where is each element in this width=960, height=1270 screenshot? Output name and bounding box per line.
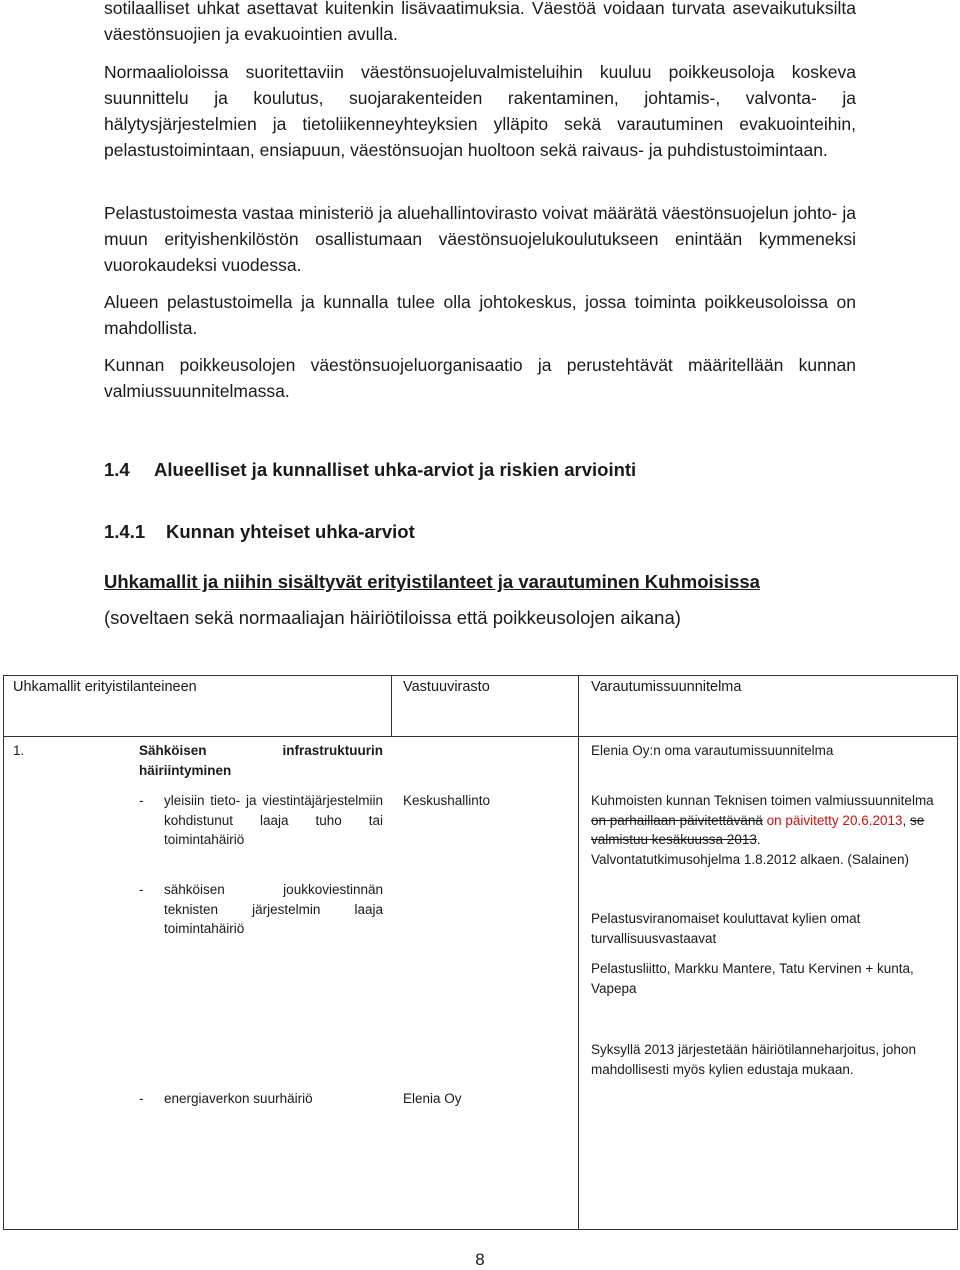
table-header-threat: Uhkamallit erityistilanteineen <box>13 679 197 695</box>
plan-pelastusliitto: Pelastusliitto, Markku Mantere, Tatu Kervinen + kunta, Vapepa <box>591 961 914 996</box>
table-col3-vline <box>578 676 579 1229</box>
plan-kuhmoinen-struck-1: on parhaillaan päivitettävänä <box>591 812 763 828</box>
section-subtitle: Uhkamallit ja niihin sisältyvät erityistilanteet ja varautuminen Kuhmoisissa <box>104 571 760 592</box>
plan-harjoitus: Syksyllä 2013 järjestetään häiriötilanneharjoitus, johon mahdollisesti myös kylien edustaja mukaan. <box>591 1042 916 1077</box>
plan-kuhmoinen-struck-2: se valmistuu kesäkuussa 2013 <box>591 812 925 847</box>
paragraph-alueen: Alueen pelastustoimella ja kunnalla tulee olla johtokeskus, jossa toiminta poikkeusoloissa on mahdollista. <box>104 292 856 338</box>
row-title: Sähköisen infrastruktuurin häiriintyminen <box>139 743 383 778</box>
plan-kuhmoinen <box>591 791 946 869</box>
bullet-2: - <box>139 882 144 897</box>
heading-1-4-number: 1.4 <box>104 459 130 480</box>
plan-kuhmoinen-text: Kuhmoisten kunnan Teknisen toimen valmiussuunnitelma <box>591 793 934 808</box>
threat-item-2: sähköisen joukkoviestinnän teknisten järjestelmin laaja toimintahäiriö <box>164 882 383 936</box>
paragraph-intro: sotilaalliset uhkat asettavat kuitenkin lisävaatimuksia. Väestöä voidaan turvata asevaikutuksilta väestönsuojien ja evakuointien avulla. <box>104 0 856 44</box>
plan-elenia: Elenia Oy:n oma varautumissuunnitelma <box>591 743 834 758</box>
plan-kuhmoinen-end: . <box>756 832 761 847</box>
heading-1-4-1-number: 1.4.1 <box>104 521 146 542</box>
table-header-vline-1 <box>391 676 392 736</box>
table-header-divider <box>4 736 957 737</box>
plan-kuhmoinen-separator: , <box>902 812 907 828</box>
bullet-1: - <box>139 793 144 808</box>
heading-1-4-1-title: Kunnan yhteiset uhka-arviot <box>166 521 415 542</box>
paragraph-pelastustoimesta: Pelastustoimesta vastaa ministeriö ja aluehallintovirasto voivat määrätä väestönsuojelun johto- ja muun erityishenkilöstön osallistumaan väestönsuojelukoulutukseen enintään kymmeneksi vuorokaudeksi vuodessa. <box>104 203 856 275</box>
heading-1-4-title: Alueelliset ja kunnalliset uhka-arviot ja riskien arviointi <box>154 459 637 480</box>
bullet-3: - <box>139 1091 144 1106</box>
section-subtitle-note: (soveltaen sekä normaaliajan häiriötiloissa että poikkeusolojen aikana) <box>104 607 681 628</box>
table-header-agency: Vastuuvirasto <box>403 679 490 695</box>
plan-pelastus: Pelastusviranomaiset kouluttavat kylien omat turvallisuusvastaavat <box>591 911 861 946</box>
threat-item-1: yleisiin tieto- ja viestintäjärjestelmiin kohdistunut laaja tuho tai toimintahäiriö <box>164 793 383 847</box>
row-number: 1. <box>13 743 25 758</box>
paragraph-normaalioloissa: Normaalioloissa suoritettaviin väestönsuojeluvalmisteluihin kuuluu poikkeusoloja koskeva suunnittelu ja koulutus, suojarakenteiden rakentaminen, johtamis-, valvonta- ja hälytysjärjestelmien ja tietoliikenneyhteyksien ylläpito sekä varautuminen evakuointeihin, pelastustoimintaan, ensiapuun, väestönsuojan huoltoon sekä raivaus- ja puhdistustoimintaan. <box>104 62 856 160</box>
table-header-plan: Varautumissuunnitelma <box>591 679 742 695</box>
agency-elenia: Elenia Oy <box>403 1091 462 1106</box>
threat-item-3: energiaverkon suurhäiriö <box>164 1091 313 1106</box>
heading-1-4-1 <box>104 520 415 544</box>
page-number: 8 <box>475 1250 485 1269</box>
paragraph-kunnan: Kunnan poikkeusolojen väestönsuojeluorganisaatio ja perustehtävät määritellään kunnan valmiussuunnitelmassa. <box>104 355 856 401</box>
heading-1-4 <box>104 458 636 482</box>
plan-kuhmoinen-updated: on päivitetty 20.6.2013 <box>766 812 903 828</box>
plan-valvonta: Valvontatutkimusohjelma 1.8.2012 alkaen. (Salainen) <box>591 851 909 867</box>
agency-keskushallinto: Keskushallinto <box>403 793 491 808</box>
threat-table <box>3 675 958 1230</box>
